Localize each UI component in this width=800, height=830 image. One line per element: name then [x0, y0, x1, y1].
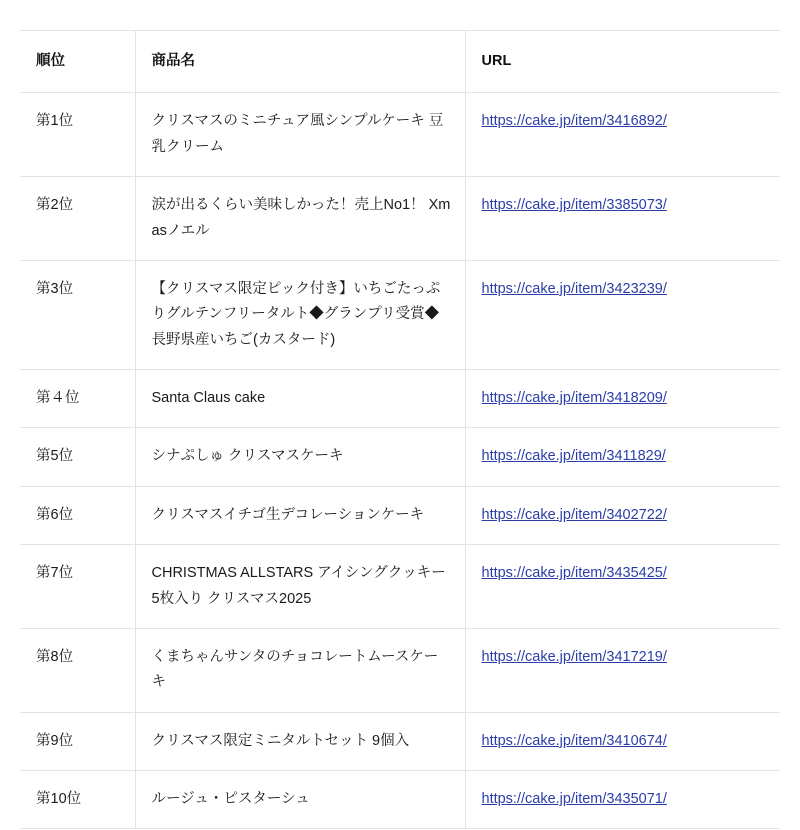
product-url-link[interactable]: https://cake.jp/item/3435071/	[481, 791, 667, 807]
product-name-cell: CHRISTMAS ALLSTARS アイシングクッキー 5枚入り クリスマス2025	[135, 545, 465, 629]
url-cell	[465, 177, 780, 261]
product-url-link[interactable]: https://cake.jp/item/3385073/	[481, 197, 667, 214]
product-name-cell: くまちゃんサンタのチョコレートムースケーキ	[135, 628, 465, 712]
rank-cell: 第6位	[20, 486, 135, 544]
column-header-name: 商品名	[135, 31, 465, 93]
url-cell	[465, 93, 780, 177]
product-name-cell: クリスマスイチゴ生デコレーションケーキ	[135, 486, 465, 544]
product-name-cell: クリスマスのミニチュア風シンプルケーキ 豆乳クリーム	[135, 93, 465, 177]
product-name-cell: Santa Claus cake	[135, 370, 465, 428]
url-cell	[465, 628, 780, 712]
url-cell	[465, 260, 780, 369]
table-row	[20, 545, 780, 629]
table-row	[20, 370, 780, 428]
table-body	[20, 93, 780, 829]
product-name-cell: ルージュ・ピスターシュ	[135, 771, 465, 829]
url-cell	[465, 771, 780, 829]
rank-cell: 第5位	[20, 428, 135, 486]
rank-cell: 第1位	[20, 93, 135, 177]
table-row	[20, 260, 780, 369]
url-cell	[465, 370, 780, 428]
table-row	[20, 486, 780, 544]
column-header-url: URL	[465, 31, 780, 93]
url-cell	[465, 486, 780, 544]
rank-cell: 第４位	[20, 370, 135, 428]
product-url-link[interactable]: https://cake.jp/item/3418209/	[481, 390, 667, 406]
rank-cell: 第10位	[20, 771, 135, 829]
table-row	[20, 712, 780, 770]
url-cell	[465, 428, 780, 486]
url-cell	[465, 545, 780, 629]
product-url-link[interactable]: https://cake.jp/item/3411829/	[481, 448, 666, 465]
product-name-cell: クリスマス限定ミニタルトセット 9個入	[135, 712, 465, 770]
table-row	[20, 93, 780, 177]
product-url-link[interactable]: https://cake.jp/item/3416892/	[481, 113, 667, 130]
column-header-rank: 順位	[20, 31, 135, 93]
product-url-link[interactable]: https://cake.jp/item/3410674/	[481, 732, 667, 749]
product-url-link[interactable]: https://cake.jp/item/3417219/	[481, 648, 667, 665]
product-url-link[interactable]: https://cake.jp/item/3402722/	[481, 506, 667, 523]
table-row	[20, 428, 780, 486]
rank-cell: 第8位	[20, 628, 135, 712]
product-name-cell: 【クリスマス限定ピック付き】いちごたっぷりグルテンフリータルト◆グランプリ受賞◆長野県産いちご(カスタード)	[135, 260, 465, 369]
rank-cell: 第7位	[20, 545, 135, 629]
ranking-table	[20, 30, 780, 829]
product-name-cell: 涙が出るくらい美味しかった！売上No1！ Xmasノエル	[135, 177, 465, 261]
rank-cell: 第2位	[20, 177, 135, 261]
table-row	[20, 628, 780, 712]
url-cell	[465, 712, 780, 770]
rank-cell: 第9位	[20, 712, 135, 770]
table-header	[20, 31, 780, 93]
product-url-link[interactable]: https://cake.jp/item/3435425/	[481, 565, 667, 582]
rank-cell: 第3位	[20, 260, 135, 369]
table-row	[20, 177, 780, 261]
table-header-row	[20, 31, 780, 93]
table-row	[20, 771, 780, 829]
product-url-link[interactable]: https://cake.jp/item/3423239/	[481, 280, 667, 297]
product-name-cell: シナぷしゅ クリスマスケーキ	[135, 428, 465, 486]
